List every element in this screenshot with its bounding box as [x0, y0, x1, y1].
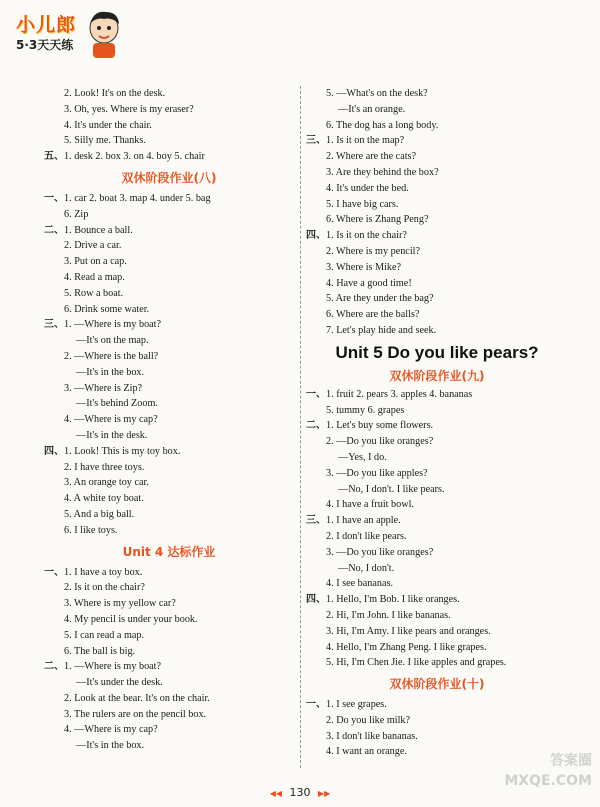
mascot-boy-icon: [84, 8, 124, 60]
watermark-text: 答案圈 MXQE.COM: [504, 753, 592, 789]
answer-text: 1. car 2. boat 3. map 4. under 5. bag: [64, 192, 211, 204]
answer-line: [306, 592, 568, 608]
answer-line: 3. —Do you like apples?: [326, 467, 428, 479]
answer-line: 3. Where is my yellow car?: [64, 598, 176, 610]
answer-text: 1. Look! This is my toy box.: [64, 445, 181, 457]
answer-line: 5. —What's on the desk?: [326, 88, 428, 99]
answer-line: 2. —Do you like oranges?: [326, 436, 434, 448]
left-top-lines: [44, 86, 294, 149]
answer-list: [306, 608, 568, 671]
answer-text: 1. —Where is my boat?: [64, 661, 162, 673]
answer-line: [44, 659, 294, 675]
answer-line: [306, 418, 568, 434]
section-number: 三、: [306, 135, 326, 147]
answer-list: [44, 580, 294, 659]
answer-line: —No, I don't. I like pears.: [338, 483, 445, 495]
answer-line: 5. Hi, I'm Chen Jie. I like apples and grapes.: [326, 657, 507, 669]
answer-line: 7. Let's play hide and seek.: [326, 324, 437, 336]
section-number: 三、: [44, 319, 64, 331]
answer-line: 4. I have a fruit bowl.: [326, 499, 414, 511]
answer-text: 1. Is it on the map?: [326, 135, 405, 147]
answer-line: 6. The dog has a long body.: [326, 119, 439, 131]
answer-line: 5. Silly me. Thanks.: [64, 135, 146, 147]
section-number: 四、: [44, 445, 64, 457]
answer-line: 2. —Where is the ball?: [64, 350, 159, 362]
answer-line: 4. —Where is my cap?: [64, 724, 158, 736]
answer-line: [306, 387, 568, 403]
section-heading-unit4: Unit 4 达标作业: [122, 544, 216, 559]
answer-line: 2. I don't like pears.: [326, 530, 407, 542]
left-column: [44, 86, 294, 754]
answer-list: [306, 434, 568, 513]
answer-line: —It's under the desk.: [76, 677, 163, 689]
answer-line: 3. The rulers are on the pencil box.: [64, 708, 207, 720]
answer-list: [306, 149, 568, 228]
answer-line: 2. Hi, I'm John. I like bananas.: [326, 609, 451, 621]
answer-line: 6. Where are the balls?: [326, 309, 420, 321]
answer-line: 4. —Where is my cap?: [64, 414, 158, 426]
answer-text: 1. —Where is my boat?: [64, 319, 162, 331]
answer-text: 1. Is it on the chair?: [326, 230, 407, 242]
section-number: 二、: [306, 420, 326, 432]
answer-line: [306, 513, 568, 529]
answer-line: 5. I can read a map.: [64, 629, 145, 641]
answer-line: 6. Where is Zhang Peng?: [326, 214, 429, 226]
answer-line: [44, 317, 294, 333]
answer-line: 2. Look at the bear. It's on the chair.: [64, 692, 210, 704]
prev-arrow-icon: ◀◀: [269, 789, 282, 798]
answer-list: [306, 529, 568, 592]
answer-text: 1. desk 2. box 3. on 4. boy 5. chair: [64, 151, 205, 163]
answer-line: 2. Where are the cats?: [326, 151, 417, 163]
answer-line: 6. The ball is big.: [64, 645, 136, 657]
answer-text: 1. Let's buy some flowers.: [326, 420, 434, 432]
answer-line: 5. Are they under the bag?: [326, 293, 434, 305]
answer-line: 5. I have big cars.: [326, 198, 399, 210]
answer-line: 5. And a big ball.: [64, 508, 135, 520]
answer-line: [44, 223, 294, 239]
column-divider: [300, 86, 301, 768]
answer-line: 3. —Where is Zip?: [64, 382, 143, 394]
answer-line: [306, 697, 568, 713]
answer-line: 6. I like toys.: [64, 524, 118, 536]
right-top-lines: [306, 86, 568, 133]
section-number: 四、: [306, 594, 326, 606]
section-heading-weekend-8: 双休阶段作业(八): [121, 170, 217, 185]
section-number: 一、: [306, 388, 326, 400]
answer-line: 4. A white toy boat.: [64, 493, 144, 505]
answer-line: 2. Drive a car.: [64, 240, 122, 252]
answer-text: 1. Bounce a ball.: [64, 224, 133, 236]
answer-line: 2. Do you like milk?: [326, 714, 411, 726]
answer-line: 4. It's under the chair.: [64, 119, 152, 131]
answer-line: 3. I don't like bananas.: [326, 730, 418, 742]
logo-title: 小儿郎: [16, 14, 77, 36]
answer-list: [306, 244, 568, 339]
answer-line: —It's behind Zoom.: [76, 398, 158, 410]
answer-text: 1. fruit 2. pears 3. apples 4. bananas: [326, 388, 473, 400]
answer-line: 3. Are they behind the box?: [326, 166, 439, 178]
section-number: 一、: [44, 566, 64, 578]
answer-line: 4. Have a good time!: [326, 277, 412, 289]
answer-text: 1. I see grapes.: [326, 699, 387, 711]
logo-subtitle: 5·3天天练: [16, 38, 74, 52]
answer-line: 2. Look! It's on the desk.: [64, 88, 166, 99]
section-number: 一、: [44, 192, 64, 204]
answer-line: 5. Row a boat.: [64, 287, 124, 299]
answer-line: —It's in the box.: [76, 366, 145, 378]
answer-line: 6. Zip: [64, 208, 89, 220]
answer-line: 6. Drink some water.: [64, 303, 150, 315]
answer-list: [44, 238, 294, 317]
answer-line: [306, 228, 568, 244]
answer-list: [44, 675, 294, 754]
answer-list: [44, 460, 294, 539]
section-number: 一、: [306, 699, 326, 711]
answer-line: [306, 133, 568, 149]
answer-line: 3. Where is Mike?: [326, 261, 402, 273]
answer-line: 3. Put on a cap.: [64, 256, 127, 268]
answer-line: —It's an orange.: [338, 103, 406, 115]
answer-line: 4. It's under the bed.: [326, 182, 409, 194]
answer-line: 4. I want an orange.: [326, 746, 407, 758]
section-heading-weekend-10: 双休阶段作业(十): [389, 677, 485, 692]
answer-line: 4. My pencil is under your book.: [64, 613, 198, 625]
answer-line: 4. Hello, I'm Zhang Peng. I like grapes.: [326, 641, 487, 653]
answer-line: 4. I see bananas.: [326, 578, 394, 590]
publisher-logo: [12, 8, 122, 62]
answer-line: —It's in the desk.: [76, 429, 148, 441]
answer-line: 3. Oh, yes. Where is my eraser?: [64, 103, 194, 115]
answer-line: 2. I have three toys.: [64, 461, 145, 473]
answer-line: [44, 149, 294, 165]
answer-list: [44, 333, 294, 444]
answer-line: —It's on the map.: [76, 335, 149, 347]
section-number: 五、: [44, 151, 64, 163]
unit5-title: Unit 5 Do you like pears?: [335, 342, 539, 362]
answer-text: 1. Hello, I'm Bob. I like oranges.: [326, 594, 460, 606]
answer-line: 5. tummy 6. grapes: [326, 404, 405, 416]
answer-line: 4. Read a map.: [64, 271, 125, 283]
answer-line: 2. Is it on the chair?: [64, 582, 145, 594]
section-number: 二、: [44, 224, 64, 236]
answer-line: —No, I don't.: [338, 562, 395, 574]
answer-line: [44, 444, 294, 460]
answer-line: 3. —Do you like oranges?: [326, 546, 434, 558]
answer-line: [44, 565, 294, 581]
answer-line: —Yes, I do.: [338, 451, 387, 463]
answer-line: [44, 191, 294, 207]
answer-text: 1. I have a toy box.: [64, 566, 143, 578]
right-column: [306, 86, 568, 760]
answer-line: —It's in the box.: [76, 740, 145, 752]
section-number: 四、: [306, 230, 326, 242]
section-number: 三、: [306, 515, 326, 527]
answer-line: 2. Where is my pencil?: [326, 245, 421, 257]
answer-line: 3. Hi, I'm Amy. I like pears and oranges.: [326, 625, 491, 637]
section-number: 二、: [44, 661, 64, 673]
section-heading-weekend-9: 双休阶段作业(九): [389, 368, 485, 383]
page-number: 130: [289, 786, 311, 799]
next-arrow-icon: ▶▶: [318, 789, 331, 798]
answer-text: 1. I have an apple.: [326, 515, 401, 527]
answer-line: 3. An orange toy car.: [64, 477, 149, 489]
watermark: [482, 751, 592, 797]
